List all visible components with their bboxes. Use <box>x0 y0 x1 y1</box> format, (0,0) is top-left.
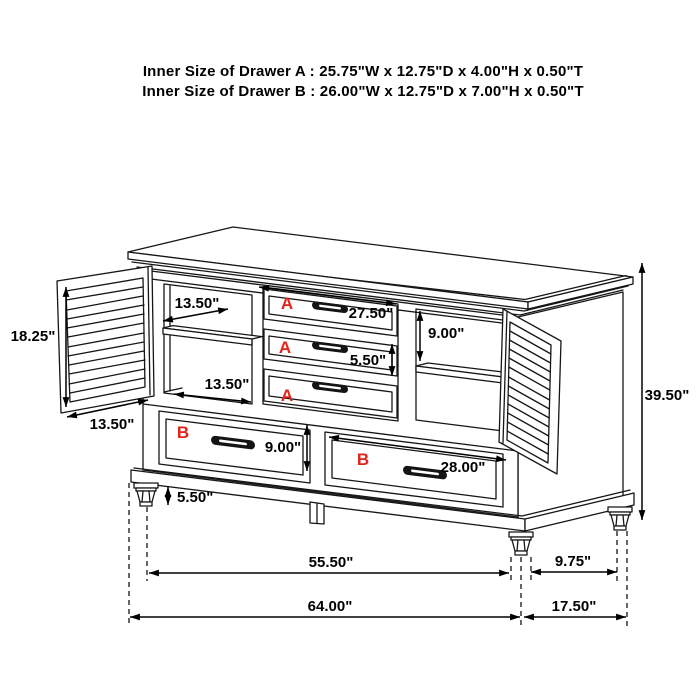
dim-label-total-depth: 17.50" <box>551 598 597 615</box>
dim-label-front-leg-span: 55.50" <box>308 554 354 571</box>
dim-label-shelf-depth: 13.50" <box>174 295 220 312</box>
dim-label-right-compartment-height: 9.00" <box>428 325 465 342</box>
dimension-side-leg-span <box>531 553 617 572</box>
left-door <box>57 266 154 413</box>
front-right-leg <box>509 532 533 555</box>
dim-label-leg-height: 5.50" <box>177 489 214 506</box>
drawer-a-1-label: A <box>280 294 294 313</box>
dim-label-door-height: 18.25" <box>10 328 56 345</box>
front-left-leg <box>134 483 158 506</box>
dim-label-total-height: 39.50" <box>644 387 690 404</box>
drawer-a-size-text: Inner Size of Drawer A : 25.75"W x 12.75"D x 4.00"H x 0.50"T <box>142 63 584 80</box>
drawer-b-left-label: B <box>176 423 190 442</box>
drawer-b-right-label: B <box>356 450 370 469</box>
dimension-total-height <box>642 263 689 520</box>
dim-label-compartment-width: 13.50" <box>204 376 250 393</box>
dim-label-total-width: 64.00" <box>307 598 353 615</box>
back-center-leg <box>310 502 324 524</box>
drawer-b-size-text: Inner Size of Drawer B : 26.00"W x 12.75"D x 7.00"H x 0.50"T <box>142 83 584 100</box>
dim-label-side-leg-span: 9.75" <box>554 553 592 570</box>
drawer-a-3-label: A <box>280 386 294 405</box>
drawer-a-2-label: A <box>278 338 292 357</box>
dimension-front-leg-span <box>149 554 509 573</box>
dim-label-drawer-b-width: 28.00" <box>440 459 486 476</box>
dim-label-drawer-a-width: 27.50" <box>348 305 394 322</box>
dim-label-drawer-b-height: 9.00" <box>264 439 302 456</box>
dimension-leg-height <box>168 487 213 506</box>
dimension-total-width <box>130 598 520 617</box>
back-right-leg <box>608 507 632 530</box>
dimension-total-depth <box>524 598 626 617</box>
dim-label-door-width: 13.50" <box>89 416 135 433</box>
dim-label-drawer-a-height: 5.50" <box>349 352 387 369</box>
